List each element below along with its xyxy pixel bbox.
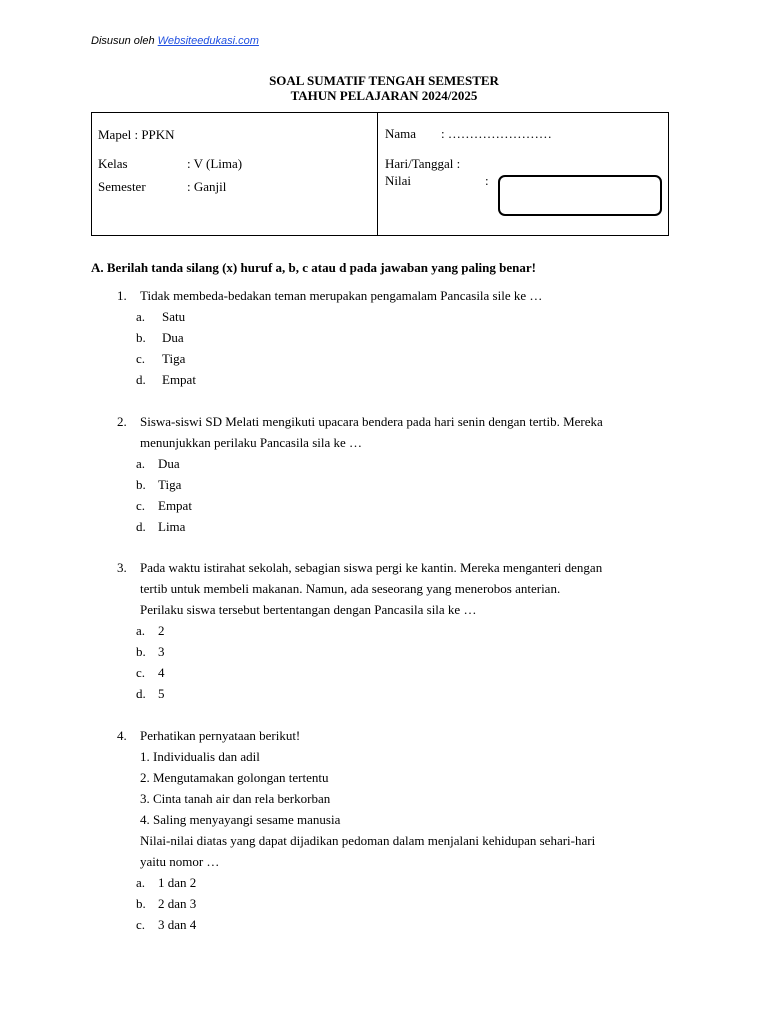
question-text: 2. Mengutamakan golongan tertentu <box>140 770 329 785</box>
option-letter[interactable]: b. <box>136 644 146 659</box>
option-letter[interactable]: c. <box>136 498 146 513</box>
author-credit <box>91 35 259 47</box>
semester-label: Semester <box>98 179 146 194</box>
option-letter[interactable]: b. <box>136 477 146 492</box>
option-letter[interactable]: c. <box>136 351 146 366</box>
author-link[interactable]: Websiteedukasi.com <box>157 35 259 47</box>
option-text[interactable]: Empat <box>162 372 196 387</box>
option-letter[interactable]: d. <box>136 372 146 387</box>
question-number: 3. <box>117 560 127 575</box>
option-text[interactable]: 3 dan 4 <box>158 917 197 932</box>
semester-value: : Ganjil <box>187 179 227 194</box>
option-text[interactable]: 2 dan 3 <box>158 896 197 911</box>
question-text: Perilaku siswa tersebut bertentangan dengan Pancasila sila ke … <box>140 602 477 617</box>
question-text: Tidak membeda-bedakan teman merupakan pengamalam Pancasila sile ke … <box>140 288 543 303</box>
question-number: 1. <box>117 288 127 303</box>
question-number: 2. <box>117 414 127 429</box>
question-text: Nilai-nilai diatas yang dapat dijadikan pedoman dalam menjalani kehidupan sehari-hari <box>140 833 596 848</box>
question-text: 4. Saling menyayangi sesame manusia <box>140 812 341 827</box>
exam-title: SOAL SUMATIF TENGAH SEMESTER <box>269 73 499 88</box>
student-identity-table <box>91 112 669 236</box>
exam-year: TAHUN PELAJARAN 2024/2025 <box>290 88 478 103</box>
option-text[interactable]: Dua <box>162 330 184 345</box>
mapel-field: Mapel : PPKN <box>98 127 175 142</box>
option-letter[interactable]: a. <box>136 875 146 890</box>
option-text[interactable]: 2 <box>158 623 165 638</box>
score-box[interactable] <box>498 175 662 216</box>
option-text[interactable]: 5 <box>158 686 165 701</box>
kelas-value: : V (Lima) <box>187 156 243 171</box>
question-text: Perhatikan pernyataan berikut! <box>140 728 301 743</box>
question-number: 4. <box>117 728 127 743</box>
section-a-instruction: A. Berilah tanda silang (x) huruf a, b, c atau d pada jawaban yang paling benar! <box>91 260 536 275</box>
option-letter[interactable]: a. <box>136 456 146 471</box>
question-text: menunjukkan perilaku Pancasila sila ke … <box>140 435 363 450</box>
question-text: Siswa-siswi SD Melati mengikuti upacara bendera pada hari senin dengan tertib. Mereka <box>140 414 603 429</box>
option-letter[interactable]: c. <box>136 917 146 932</box>
nama-label: Nama <box>385 126 417 141</box>
option-text[interactable]: 1 dan 2 <box>158 875 197 890</box>
kelas-label: Kelas <box>98 156 128 171</box>
nama-field[interactable]: : …………………… <box>441 126 552 141</box>
option-letter[interactable]: a. <box>136 623 146 638</box>
option-text[interactable]: 3 <box>158 644 165 659</box>
option-letter[interactable]: d. <box>136 686 146 701</box>
option-text[interactable]: 4 <box>158 665 165 680</box>
option-text[interactable]: Tiga <box>162 351 186 366</box>
author-prefix: Disusun oleh <box>91 35 158 47</box>
option-text[interactable]: Dua <box>158 456 180 471</box>
question-text: 1. Individualis dan adil <box>140 749 260 764</box>
question-text: tertib untuk membeli makanan. Namun, ada seseorang yang menerobos anterian. <box>140 581 561 596</box>
option-letter[interactable]: a. <box>136 309 146 324</box>
table-divider <box>377 113 378 235</box>
option-text[interactable]: Lima <box>158 519 186 534</box>
option-text[interactable]: Empat <box>158 498 192 513</box>
nilai-colon: : <box>485 173 489 188</box>
option-letter[interactable]: d. <box>136 519 146 534</box>
option-letter[interactable]: b. <box>136 896 146 911</box>
hari-tanggal-field[interactable]: Hari/Tanggal : <box>385 156 461 171</box>
option-letter[interactable]: c. <box>136 665 146 680</box>
option-text[interactable]: Satu <box>162 309 186 324</box>
option-letter[interactable]: b. <box>136 330 146 345</box>
nilai-label: Nilai <box>385 173 411 188</box>
question-text: Pada waktu istirahat sekolah, sebagian siswa pergi ke kantin. Mereka menganteri dengan <box>140 560 603 575</box>
option-text[interactable]: Tiga <box>158 477 182 492</box>
question-text: 3. Cinta tanah air dan rela berkorban <box>140 791 331 806</box>
question-text: yaitu nomor … <box>140 854 220 869</box>
